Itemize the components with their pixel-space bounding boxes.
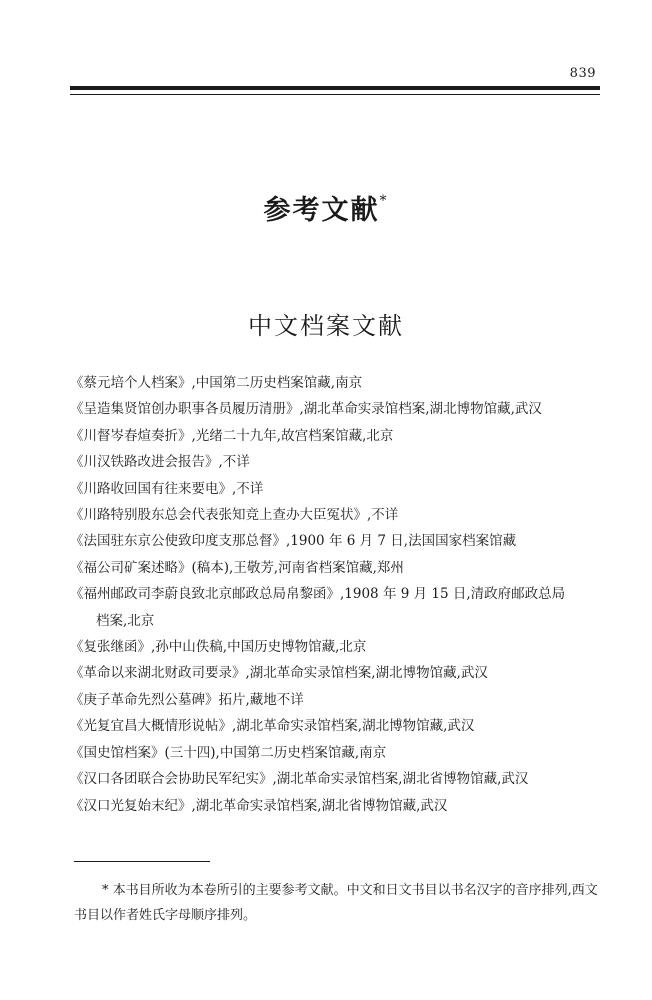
reference-entry <box>70 766 610 792</box>
section-heading: 中文档案文献 <box>248 312 404 340</box>
reference-entry <box>70 555 610 581</box>
header-rule-thick <box>70 86 600 90</box>
reference-text: 《法国驻东京公使致印度支那总督》,1900 年 6 月 7 日,法国国家档案馆藏 <box>70 533 517 550</box>
reference-entry <box>70 396 610 422</box>
reference-text: 《川督岑春煊奏折》,光绪二十九年,故宫档案馆藏,北京 <box>70 427 394 444</box>
reference-text: 《福公司矿案述略》(稿本),王敬芳,河南省档案馆藏,郑州 <box>70 559 404 576</box>
reference-entry <box>70 370 610 396</box>
footnote: * 本书目所收为本卷所引的主要参考文献。中文和日文书目以书名汉字的音序排列,西文书目以作者姓氏字母顺序排列。 <box>74 883 598 923</box>
reference-entry <box>70 502 610 528</box>
reference-entry <box>70 476 610 502</box>
reference-entry <box>70 793 610 819</box>
reference-text: 《川路特别股东总会代表张知竞上查办大臣冤状》,不详 <box>70 507 399 524</box>
reference-continuation: 档案,北京 <box>96 612 155 629</box>
reference-entry <box>70 581 610 634</box>
reference-text: 《呈造集贤馆创办职事各员履历清册》,湖北革命实录馆档案,湖北博物馆藏,武汉 <box>70 401 542 418</box>
reference-text: 《福州邮政司李蔚良致北京邮政总局帛黎函》,1908 年 9 月 15 日,清政府邮政总局 <box>70 586 566 603</box>
reference-entry <box>70 740 610 766</box>
header-rule-thin <box>70 94 600 95</box>
reference-text: 《光复宜昌大概情形说帖》,湖北革命实录馆档案,湖北博物馆藏,武汉 <box>70 718 475 735</box>
reference-text: 《川路收回国有往来要电》,不详 <box>70 480 264 497</box>
reference-text: 《庚子革命先烈公墓碑》拓片,藏地不详 <box>70 691 304 708</box>
title-text: 参考文献 <box>263 195 380 226</box>
reference-entry <box>70 528 610 554</box>
reference-text: 《复张继函》,孙中山佚稿,中国历史博物馆藏,北京 <box>70 639 367 656</box>
reference-entry <box>70 423 610 449</box>
reference-entry <box>70 713 610 739</box>
page-number: 839 <box>569 66 596 81</box>
reference-text: 《蔡元培个人档案》,中国第二历史档案馆藏,南京 <box>70 375 363 391</box>
reference-text: 《革命以来湖北财政司要录》,湖北革命实录馆档案,湖北博物馆藏,武汉 <box>70 665 488 682</box>
reference-text: 《国史馆档案》(三十四),中国第二历史档案馆藏,南京 <box>70 744 387 761</box>
page-title <box>0 188 652 227</box>
reference-entry <box>70 634 610 660</box>
reference-entry <box>70 449 610 475</box>
reference-text: 《汉口光复始末纪》,湖北革命实录馆档案,湖北省博物馆藏,武汉 <box>70 797 448 814</box>
reference-text: 《汉口各团联合会协助民军纪实》,湖北革命实录馆档案,湖北省博物馆藏,武汉 <box>70 771 529 788</box>
reference-text: 《川汉铁路改进会报告》,不详 <box>70 454 250 471</box>
reference-list <box>70 370 610 819</box>
reference-entry <box>70 660 610 686</box>
reference-entry <box>70 687 610 713</box>
footnote-rule <box>74 861 210 862</box>
title-footnote-mark: * <box>379 193 389 209</box>
